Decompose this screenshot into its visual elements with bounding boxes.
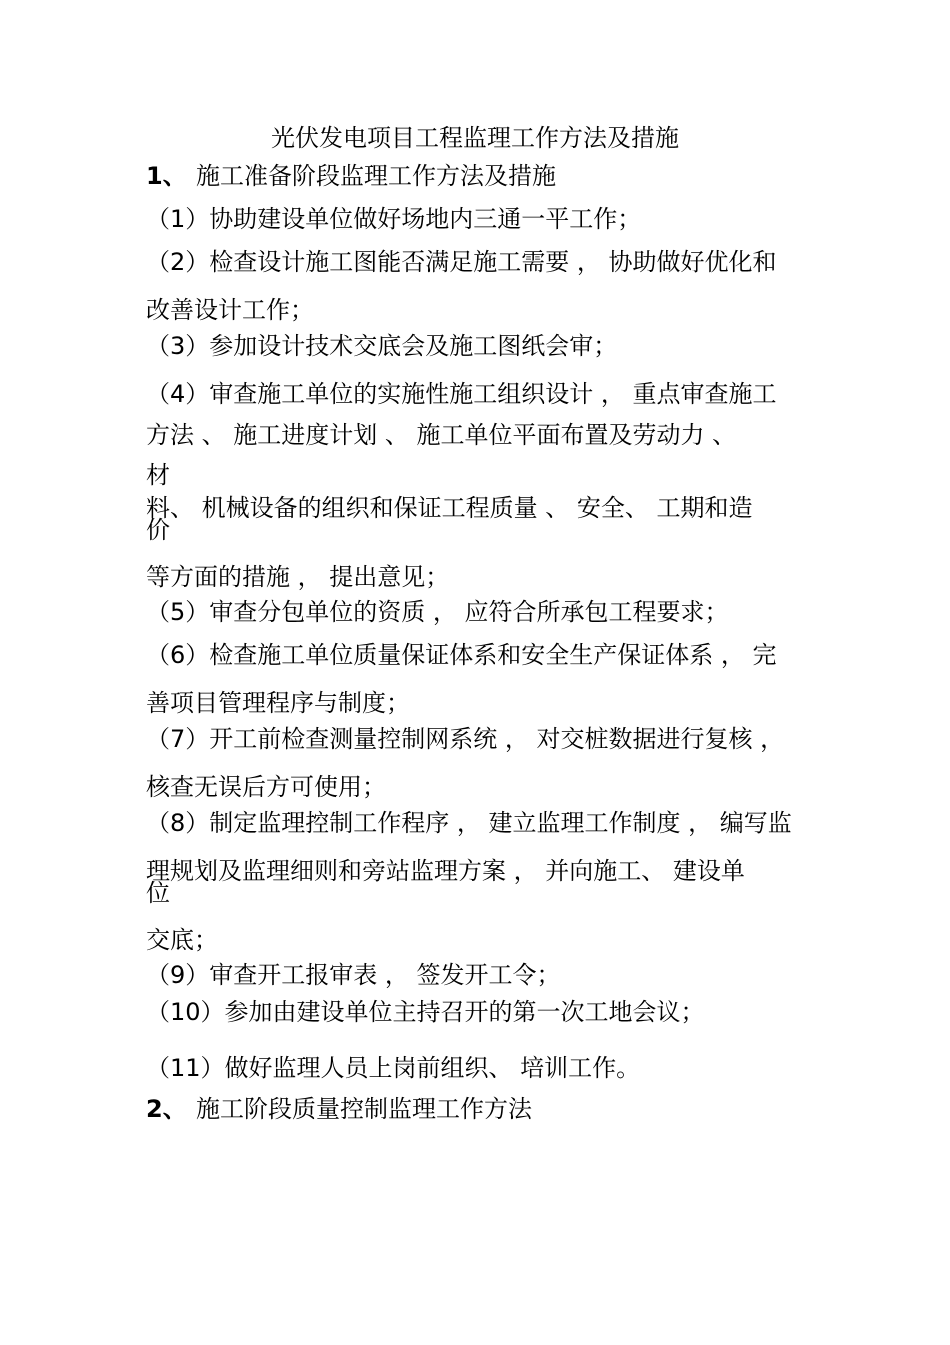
section-1-number: 1、 [146,162,187,190]
section-1-heading [146,162,556,190]
text-line: 方法 、 施工进度计划 、 施工单位平面布置及劳动力 、 [146,421,737,449]
text-line: 价 [146,516,170,544]
text-line: 理规划及监理细则和旁站监理方案 ， 并向施工、 建设单 [146,857,745,885]
section-2-number: 2、 [146,1095,187,1123]
text-line: 核查无误后方可使用； [146,773,386,801]
text-line: （7）开工前检查测量控制网系统 ， 对交桩数据进行复核 ， [146,725,785,753]
section-2-title: 施工阶段质量控制监理工作方法 [196,1095,532,1123]
text-line: 位 [146,879,170,907]
text-line: （11）做好监理人员上岗前组织、 培训工作。 [146,1054,641,1082]
section-2-heading [146,1095,532,1123]
text-line: 料、 机械设备的组织和保证工程质量 、 安全、 工期和造 [146,494,753,522]
text-line: （10）参加由建设单位主持召开的第一次工地会议； [146,998,705,1026]
text-line: （4）审查施工单位的实施性施工组织设计 ， 重点审查施工 [146,380,777,408]
text-line: （1）协助建设单位做好场地内三通一平工作； [146,205,642,233]
text-line: 等方面的措施 ， 提出意见； [146,563,450,591]
text-line: （6）检查施工单位质量保证体系和安全生产保证体系 ， 完 [146,641,777,669]
text-line: （9）审查开工报审表 ， 签发开工令； [146,961,561,989]
document-title: 光伏发电项目工程监理工作方法及措施 [271,124,679,152]
text-line: （5）审查分包单位的资质 ， 应符合所承包工程要求； [146,598,729,626]
text-line: 交底； [146,926,218,954]
text-line: （2）检查设计施工图能否满足施工需要 ， 协助做好优化和 [146,248,777,276]
text-line: 善项目管理程序与制度； [146,689,410,717]
section-1-title: 施工准备阶段监理工作方法及措施 [196,162,556,190]
text-line: 材 [146,461,170,489]
text-line: （8）制定监理控制工作程序 ， 建立监理工作制度 ， 编写监 [146,809,792,837]
text-line: （3）参加设计技术交底会及施工图纸会审； [146,332,618,360]
text-line: 改善设计工作； [146,296,314,324]
